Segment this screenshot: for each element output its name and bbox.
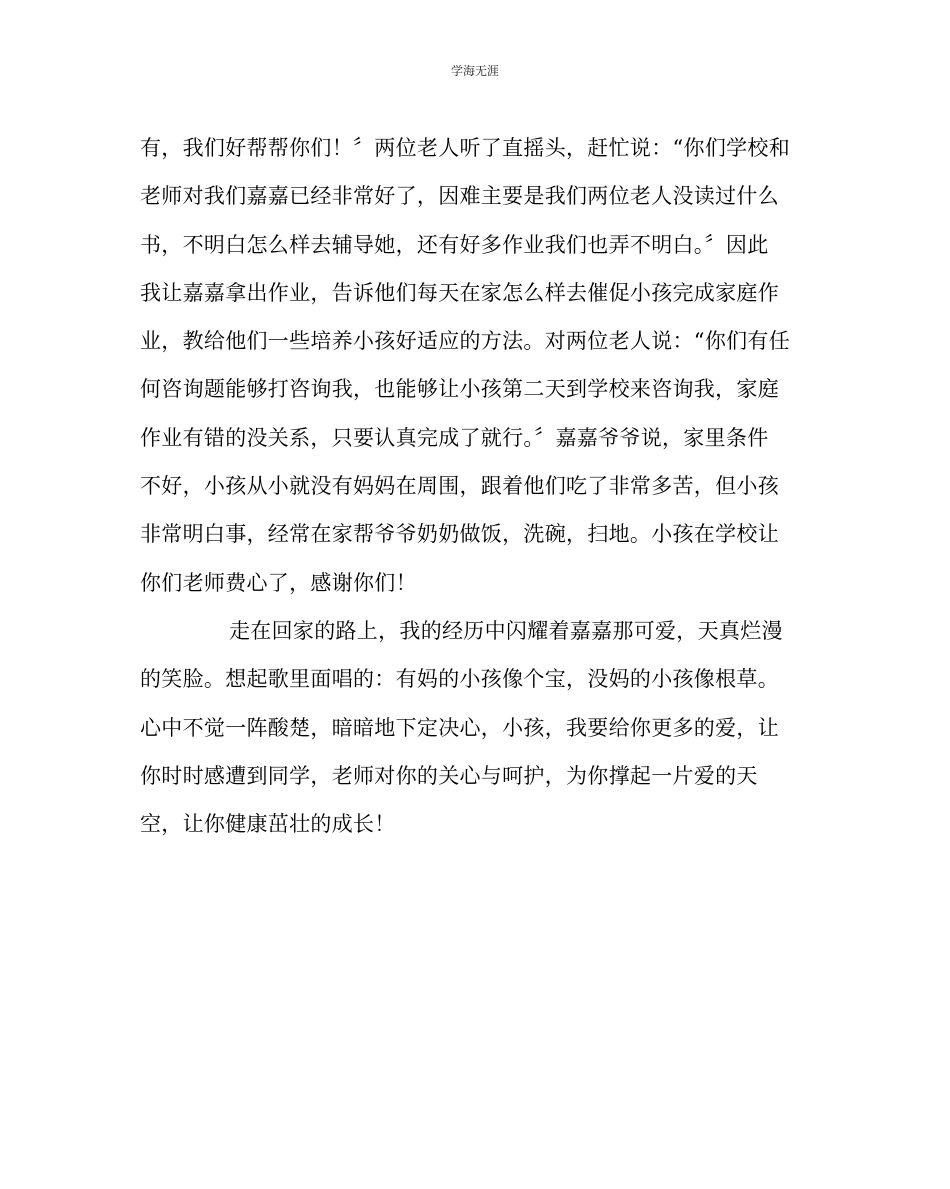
text-line: 何咨询题能够打咨询我，也能够让小孩第二天到学校来咨询我，家庭 [140,377,779,402]
paragraph-2 [140,607,812,848]
paragraph-1 [140,124,812,607]
text-line: 有，我们好帮帮你们！〞两位老人听了直摇头，赶忙说：“你们学校和 [140,136,791,160]
text-line: 作业有错的没关系，只要认真完成了就行。〞嘉嘉爷爷说，家里条件 [140,425,769,450]
text-line: 的笑脸。想起歌里面唱的：有妈的小孩像个宝，没妈的小孩像根草。 [140,667,779,692]
document-body [140,124,812,848]
text-line: 书，不明白怎么样去辅导她，还有好多作业我们也弄不明白。〞因此 [140,232,769,257]
text-line: 老师对我们嘉嘉已经非常好了，因难主要是我们两位老人没读过什么 [140,184,779,209]
text-line: 非常明白事，经常在家帮爷爷奶奶做饭，洗碗，扫地。小孩在学校让 [140,522,779,547]
text-line: 你时时感遭到同学，老师对你的关心与呵护，为你撑起一片爱的天 [140,763,758,788]
text-line: 业，教给他们一些培养小孩好适应的方法。对两位老人说：“你们有任 [140,329,791,354]
text-line: 空，让你健康茁壮的成长！ [140,812,396,837]
text-line: 不好，小孩从小就没有妈妈在周围，跟着他们吃了非常多苦，但小孩 [140,474,779,499]
text-line: 你们老师费心了，感谢你们！ [140,570,417,595]
text-line: 心中不觉一阵酸楚，暗暗地下定决心，小孩，我要给你更多的爱，让 [140,715,779,740]
text-line: 我让嘉嘉拿出作业，告诉他们每天在家怎么样去催促小孩完成家庭作 [140,280,779,305]
text-line: 走在回家的路上，我的经历中闪耀着嘉嘉那可爱，天真烂漫 [229,618,783,643]
page-header: 学海无涯 [450,64,499,78]
